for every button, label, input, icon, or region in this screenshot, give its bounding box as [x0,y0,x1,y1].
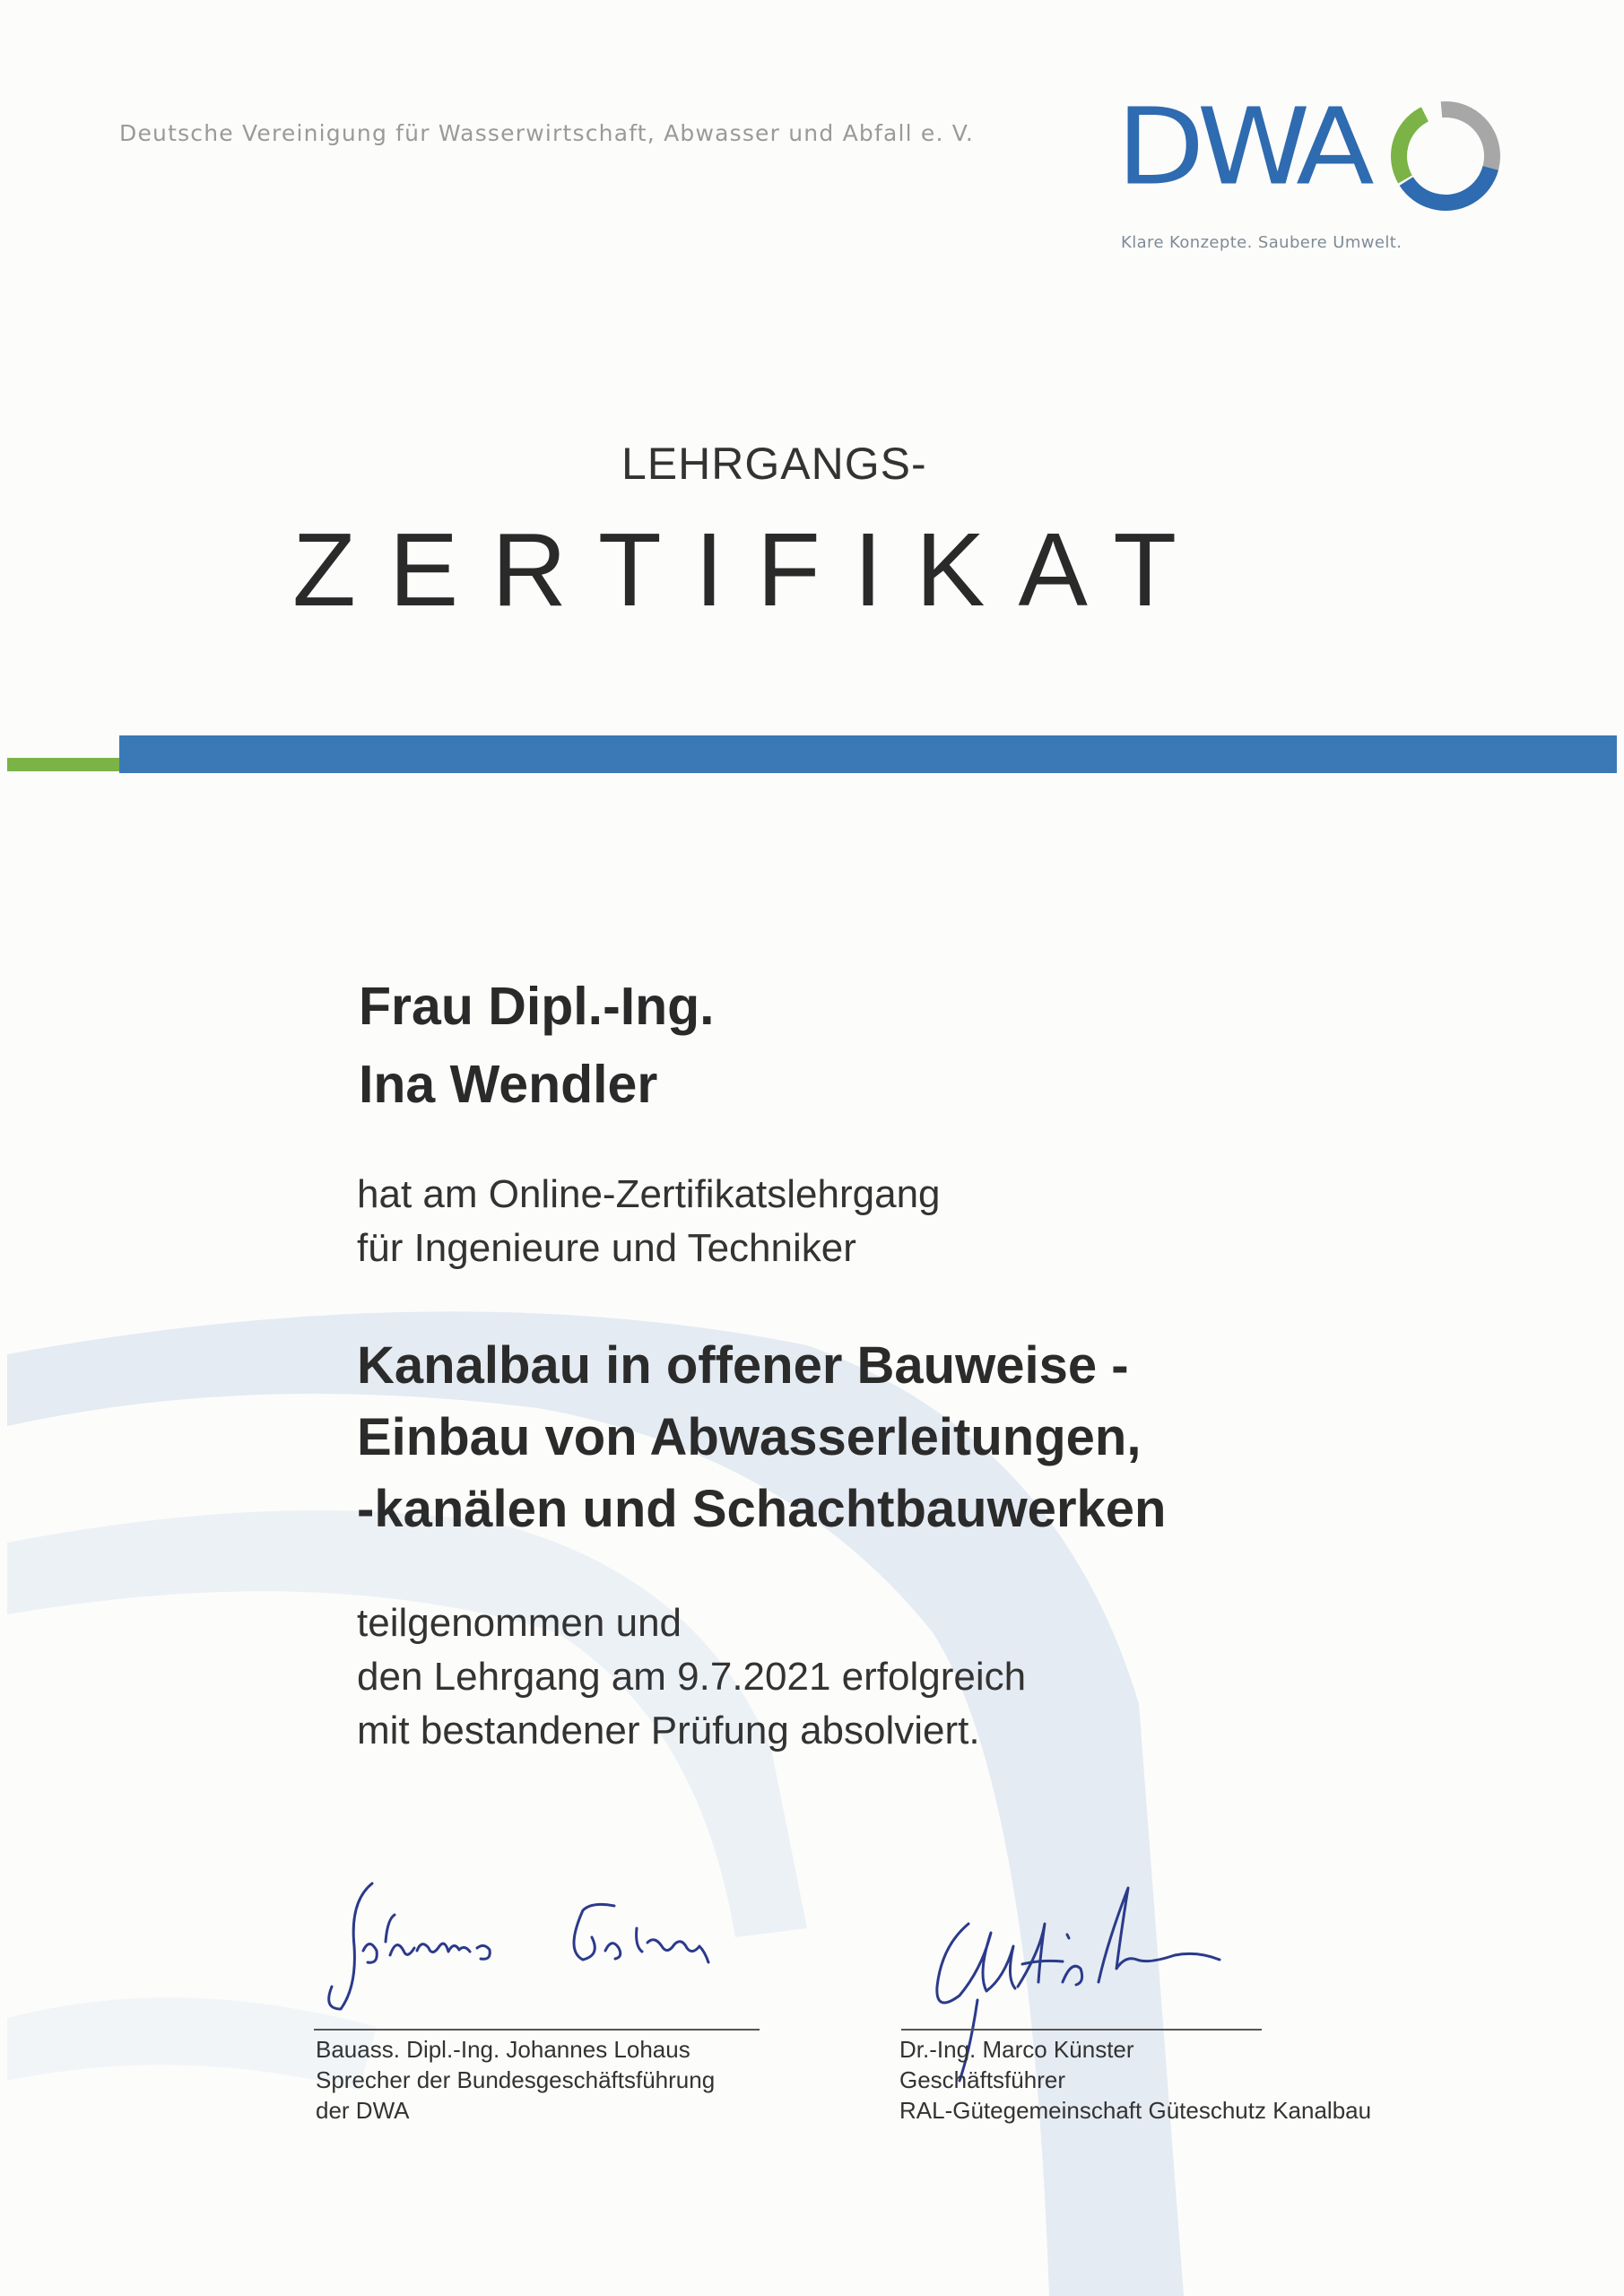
signature-line-1 [314,2029,760,2031]
completion-line-3: mit bestandener Prüfung absolviert. [357,1709,980,1752]
signatory-2 [899,2034,1371,2126]
completion-line-1: teilgenommen und [357,1601,682,1645]
logo-ring-icon [1378,95,1513,230]
course-title-line-3: -kanälen und Schachtbauwerken [357,1480,1167,1538]
logo-tagline: Klare Konzepte. Saubere Umwelt. [1121,233,1403,252]
signatory-2-line-1: Dr.-Ing. Marco Künster [899,2036,1134,2063]
intro-line-1: hat am Online-Zertifikatslehrgang [357,1172,941,1216]
organization-name: Deutsche Vereinigung für Wasserwirtschaft, Abwasser und Abfall e. V. [119,120,974,146]
intro-line-2: für Ingenieure und Techniker [357,1226,856,1270]
divider-green [7,758,119,771]
divider-blue [119,735,1617,773]
signatory-1-line-2: Sprecher der Bundesgeschäftsführung [316,2066,716,2093]
signatory-2-line-2: Geschäftsführer [899,2066,1065,2093]
signatory-1-line-1: Bauass. Dipl.-Ing. Johannes Lohaus [316,2036,690,2063]
signatory-1 [316,2034,715,2126]
signatory-2-line-3: RAL-Gütegemeinschaft Güteschutz Kanalbau [899,2097,1372,2124]
recipient-salutation: Frau Dipl.-Ing. [359,977,715,1036]
title-line-2: ZERTIFIKAT [292,511,1211,628]
signature-line-2 [901,2029,1262,2031]
title-line-1: LEHRGANGS- [621,439,927,489]
dwa-logo [1116,85,1524,261]
logo-wordmark: DWA [1116,85,1367,209]
signature-lohaus [314,1866,735,2018]
completion-line-2: den Lehrgang am 9.7.2021 erfolgreich [357,1655,1027,1699]
signatory-1-line-3: der DWA [316,2097,410,2124]
recipient-name: Ina Wendler [359,1055,658,1114]
course-title-line-1: Kanalbau in offener Bauweise - [357,1336,1129,1395]
course-title-line-2: Einbau von Abwasserleitungen, [357,1408,1142,1466]
